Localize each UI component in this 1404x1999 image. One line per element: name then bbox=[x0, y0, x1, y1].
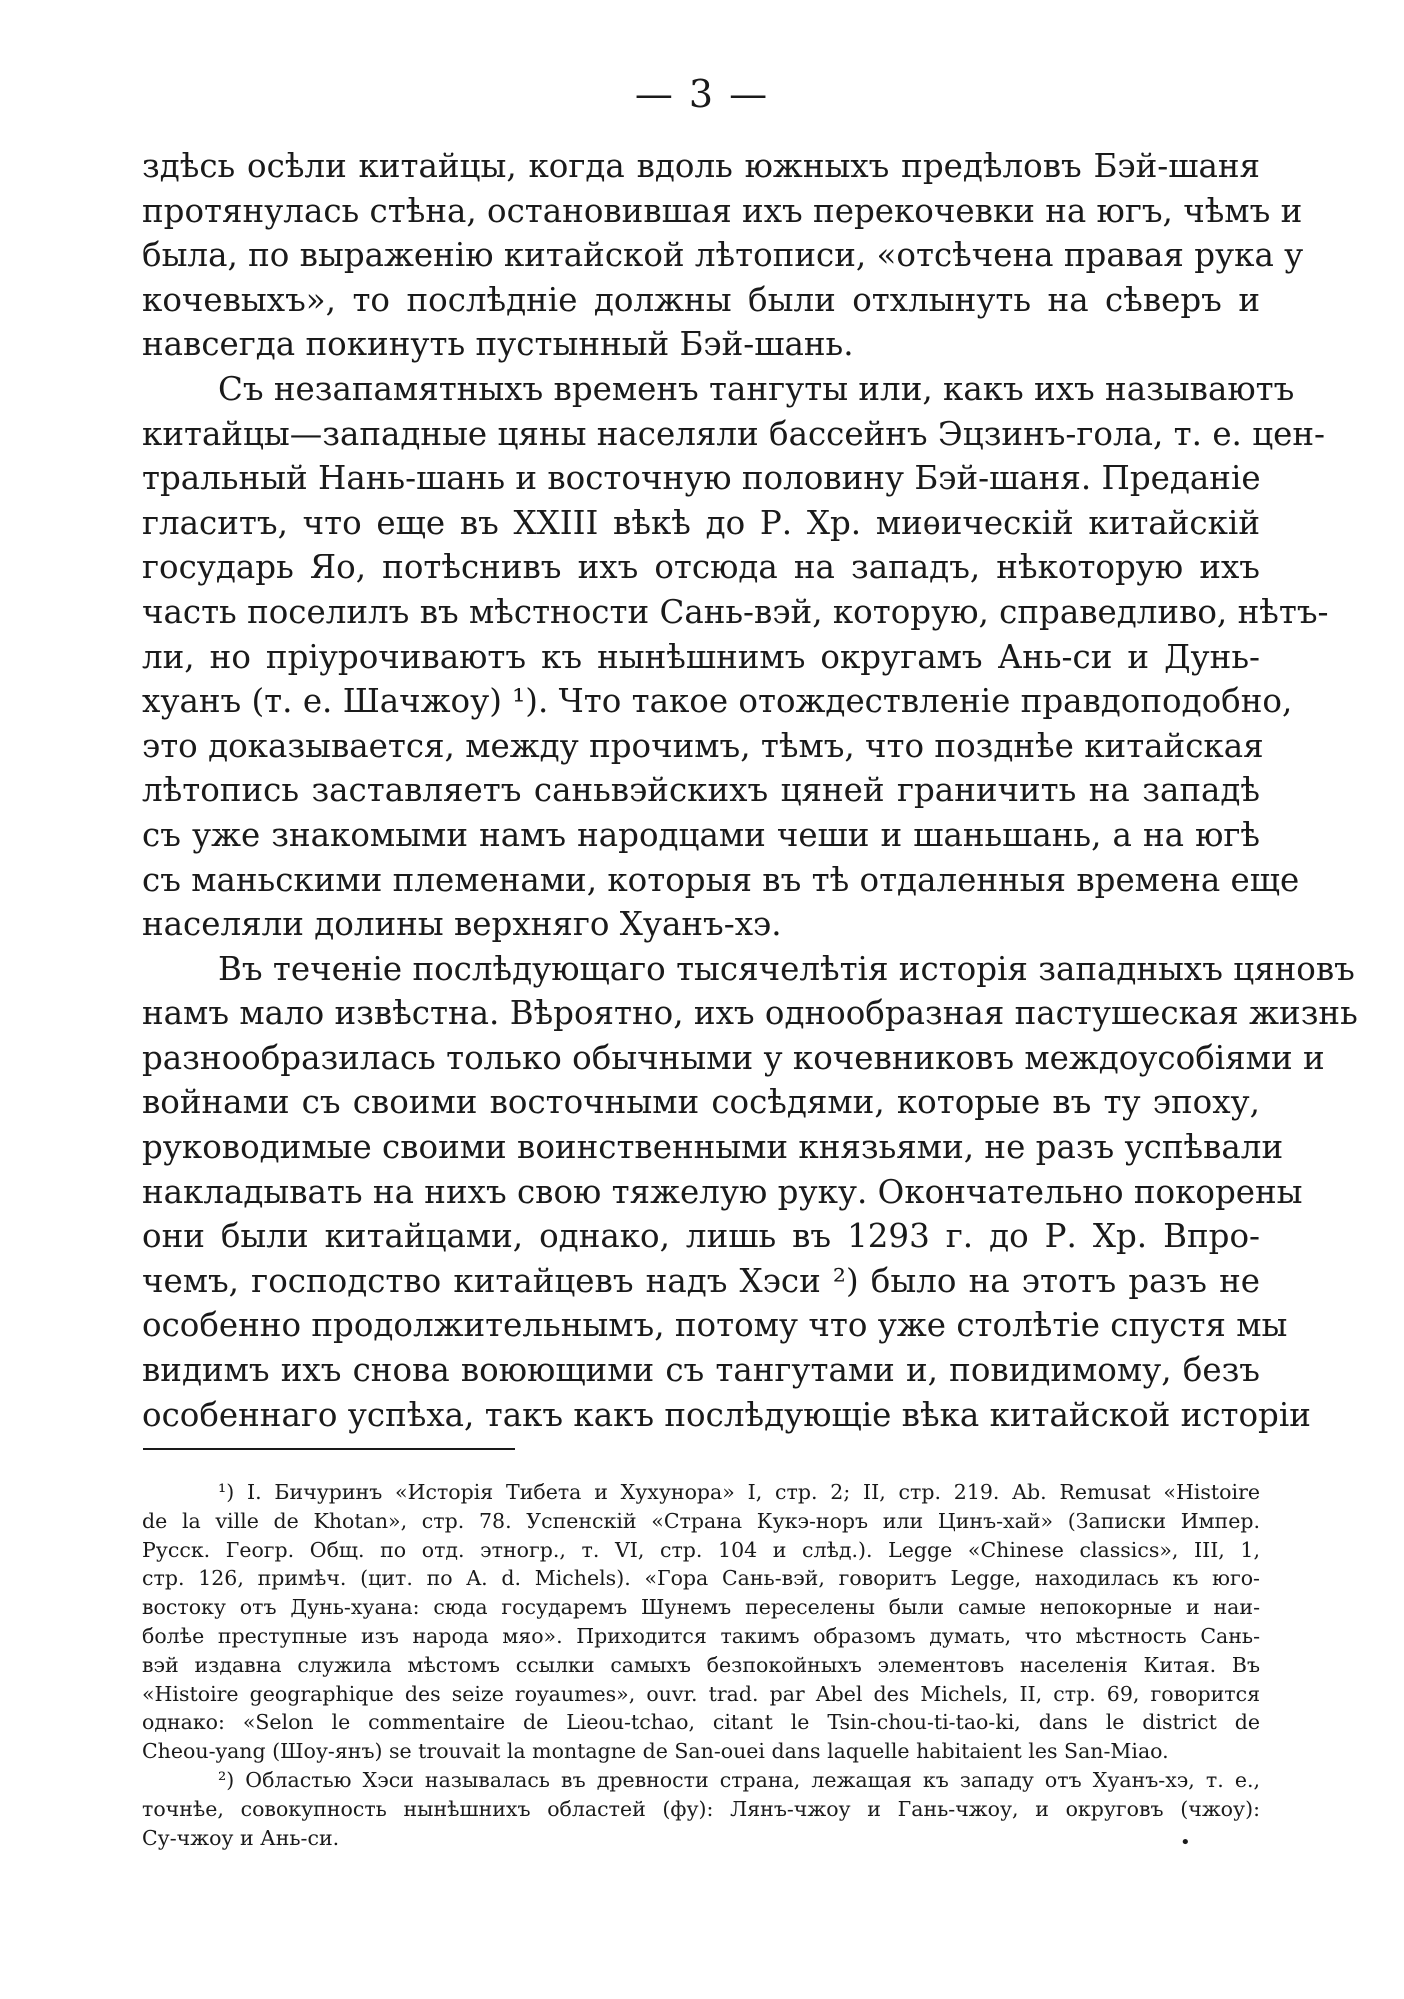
footnote-line: de la ville de Khotan», стр. 78. Успенскій «Страна Кукэ-норъ или Цинъ-хай» (Записки Импер. bbox=[142, 1508, 1260, 1533]
footnote-line: «Histoire geographique des seize royaumes», ouvr. trad. par Abel des Michels, II, стр. 69, говорится bbox=[142, 1681, 1260, 1706]
text-line: накладывать на нихъ свою тяжелую руку. Окончательно покорены bbox=[142, 1172, 1303, 1211]
text-line: Въ теченіе послѣдующаго тысячелѣтія исторія западныхъ цяновъ bbox=[218, 949, 1355, 988]
text-line: протянулась стѣна, остановившая ихъ перекочевки на югъ, чѣмъ и bbox=[142, 191, 1303, 230]
footnote-line: вэй издавна служила мѣстомъ ссылки самыхъ безпокойныхъ элементовъ населенія Китая. Въ bbox=[142, 1652, 1260, 1677]
text-line: часть поселилъ въ мѣстности Сань-вэй, которую, справедливо, нѣтъ- bbox=[142, 592, 1329, 631]
text-line: видимъ ихъ снова воюющими съ тангутами и, повидимому, безъ bbox=[142, 1351, 1260, 1390]
footnote-line: Су-чжоу и Ань-си. bbox=[142, 1825, 340, 1850]
text-line: гласитъ, что еще въ XXIII вѣкѣ до Р. Хр. миѳическій китайскій bbox=[142, 503, 1260, 542]
text-line: чемъ, господство китайцевъ надъ Хэси ²) было на этотъ разъ не bbox=[142, 1261, 1260, 1300]
text-line: здѣсь осѣли китайцы, когда вдоль южныхъ предѣловъ Бэй-шаня bbox=[142, 147, 1260, 185]
text-line: китайцы—западные цяны населяли бассейнъ Эцзинъ-гола, т. е. цен- bbox=[142, 414, 1325, 453]
text-line: намъ мало извѣстна. Вѣроятно, ихъ однообразная пастушеская жизнь bbox=[142, 994, 1358, 1033]
footnote-line: стр. 126, примѣч. (цит. по A. d. Michels). «Гора Сань-вэй, говоритъ Legge, находилась къ юго- bbox=[142, 1566, 1260, 1591]
text-line: хуанъ (т. е. Шачжоу) ¹). Что такое отождествленіе правдоподобно, bbox=[142, 682, 1293, 721]
footnote-line: точнѣе, совокупность нынѣшнихъ областей (фу): Лянъ-чжоу и Гань-чжоу, и округовъ (чжоу): bbox=[142, 1796, 1260, 1821]
text-line: государь Яо, потѣснивъ ихъ отсюда на западъ, нѣкоторую ихъ bbox=[142, 548, 1260, 587]
footnote-line: Cheou-yang (Шоу-янъ) se trouvait la montagne de San-ouei dans laquelle habitaient les San-Miao. bbox=[142, 1739, 1169, 1764]
page-number: — 3 — bbox=[634, 72, 770, 116]
text-line: особеннаго успѣха, такъ какъ послѣдующіе вѣка китайской исторіи bbox=[142, 1395, 1311, 1434]
text-line: тральный Нань-шань и восточную половину Бэй-шаня. Преданіе bbox=[142, 459, 1261, 498]
text-line: ли, но пріурочиваютъ къ нынѣшнимъ округамъ Ань-си и Дунь- bbox=[142, 637, 1260, 676]
footnote-line: ²) Областью Хэси называлась въ древности страна, лежащая къ западу отъ Хуанъ-хэ, т. е., bbox=[218, 1767, 1260, 1792]
text-line: особенно продолжительнымъ, потому что уже столѣтіе спустя мы bbox=[142, 1306, 1288, 1345]
text-line: была, по выраженію китайской лѣтописи, «отсѣчена правая рука у bbox=[142, 236, 1304, 275]
text-line: Съ незапамятныхъ временъ тангуты или, какъ ихъ называютъ bbox=[218, 369, 1295, 408]
text-line: это доказывается, между прочимъ, тѣмъ, что позднѣе китайская bbox=[142, 726, 1264, 765]
footnote-line: однако: «Selon le commentaire de Lieou-tchao, citant le Tsin-chou-ti-tao-ki, dans le district de bbox=[142, 1710, 1260, 1735]
ink-dot: • bbox=[1180, 1832, 1191, 1853]
text-line: лѣтопись заставляетъ саньвэйскихъ цяней граничить на западѣ bbox=[142, 771, 1260, 810]
text-line: населяли долины верхняго Хуанъ-хэ. bbox=[142, 905, 782, 944]
text-line: разнообразилась только обычными у кочевниковъ междоусобіями и bbox=[142, 1038, 1325, 1077]
text-line: съ уже знакомыми намъ народцами чеши и шаньшань, а на югѣ bbox=[142, 815, 1260, 854]
text-line: руководимые своими воинственными князьями, не разъ успѣвали bbox=[142, 1128, 1284, 1167]
text-line: они были китайцами, однако, лишь въ 1293 г. до Р. Хр. Впро- bbox=[142, 1217, 1260, 1256]
body-text bbox=[142, 144, 1358, 1437]
text-line: войнами съ своими восточными сосѣдями, которые въ ту эпоху, bbox=[142, 1083, 1260, 1122]
footnote-line: востоку отъ Дунь-хуана: сюда государемъ Шунемъ переселены были самые непокорные и наи- bbox=[142, 1595, 1260, 1620]
footnote-divider bbox=[143, 1448, 515, 1450]
text-line: кочевыхъ», то послѣдніе должны были отхлынуть на сѣверъ и bbox=[142, 280, 1260, 319]
footnotes bbox=[142, 1478, 1260, 1852]
footnote-line: Русск. Геогр. Общ. по отд. этногр., т. VI, стр. 104 и слѣд.). Legge «Chinese classics», III, 1, bbox=[142, 1537, 1260, 1562]
text-line: съ маньскими племенами, которыя въ тѣ отдаленныя времена еще bbox=[142, 860, 1300, 899]
footnote-line: ¹) I. Бичуринъ «Исторія Тибета и Хухунора» I, стр. 2; II, стр. 219. Ab. Remusat «Histoire bbox=[218, 1480, 1260, 1504]
footnote-line: болѣе преступные изъ народа мяо». Приходится такимъ образомъ думать, что мѣстность Сань- bbox=[142, 1623, 1260, 1648]
text-line: навсегда покинуть пустынный Бэй-шань. bbox=[142, 325, 854, 364]
